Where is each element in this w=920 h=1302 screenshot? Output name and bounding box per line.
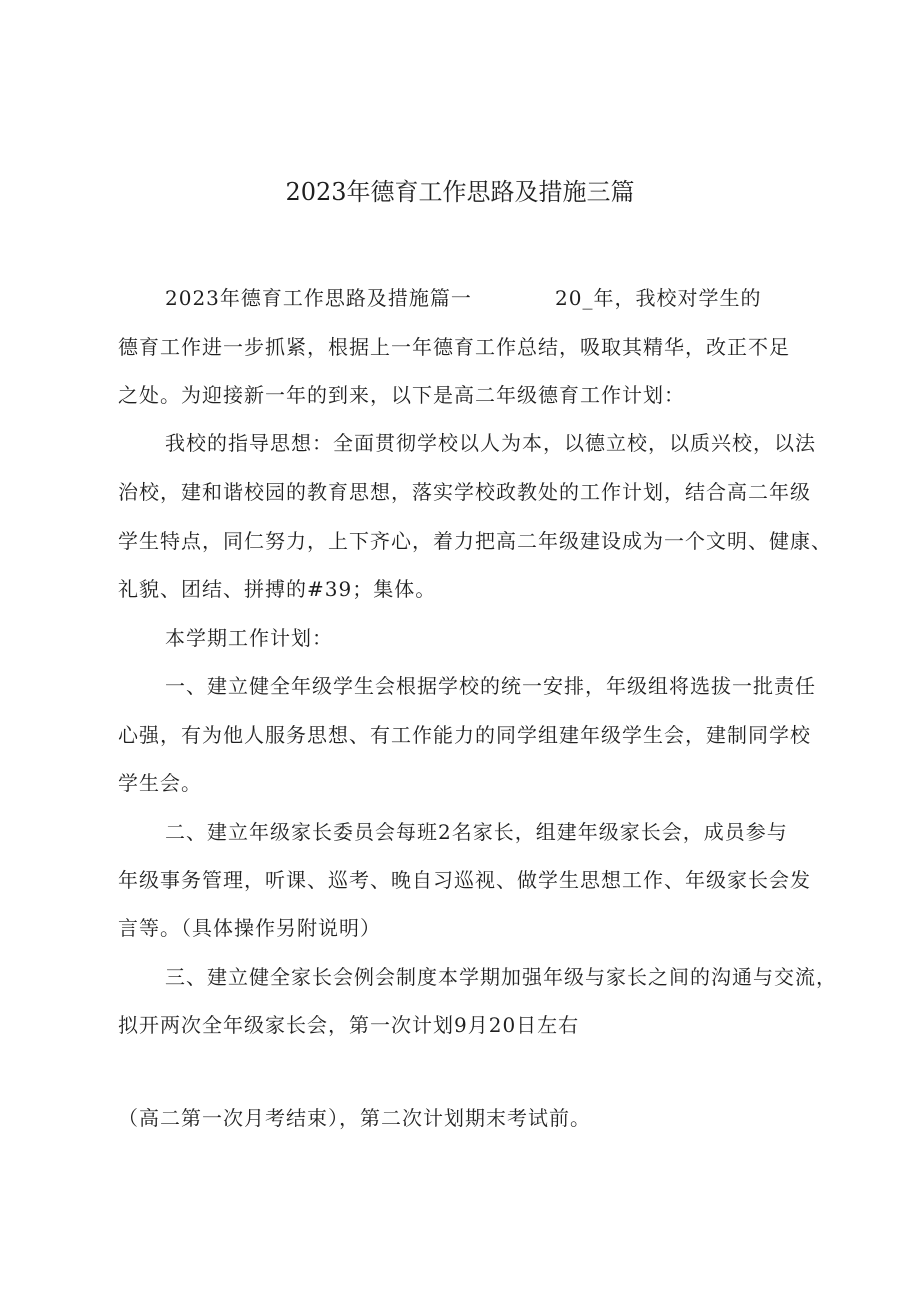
plan-item-line: 拟开两次全年级家长会，第一次计划9月20日左右 <box>118 1013 580 1037</box>
work-plan-heading: 本学期工作计划： <box>165 626 333 650</box>
guiding-thought-line: 我校的指导思想：全面贯彻学校以人为本，以德立校，以质兴校，以法 <box>165 431 816 455</box>
paragraph-line: 之处。为迎接新一年的到来，以下是高二年级德育工作计划： <box>118 383 685 407</box>
guiding-thought-line: 礼貌、团结、拼搏的#39；集体。 <box>118 577 437 601</box>
plan-item-line: 心强，有为他人服务思想、有工作能力的同学组建年级学生会，建制同学校 <box>118 723 811 747</box>
intro-heading: 2023年德育工作思路及措施篇一 <box>165 286 472 310</box>
plan-item-line: 言等。（具体操作另附说明） <box>118 916 381 940</box>
plan-item-line: （高二第一次月考结束），第二次计划期末考试前。 <box>118 1106 591 1130</box>
plan-item-line: 学生会。 <box>118 771 202 795</box>
plan-item-line: 年级事务管理，听课、巡考、晚自习巡视、做学生思想工作、年级家长会发 <box>118 868 811 892</box>
document-title: 2023年德育工作思路及措施三篇 <box>285 178 635 206</box>
plan-item-line: 二、建立年级家长委员会每班2名家长，组建年级家长会，成员参与 <box>165 820 788 844</box>
guiding-thought-line: 学生特点，同仁努力，上下齐心，着力把高二年级建设成为一个文明、健康、 <box>118 529 832 553</box>
intro-year-phrase: 20_年，我校对学生的 <box>555 286 762 310</box>
guiding-thought-line: 治校，建和谐校园的教育思想，落实学校政教处的工作计划，结合高二年级 <box>118 480 811 504</box>
plan-item-line: 一、建立健全年级学生会根据学校的统一安排，年级组将选拔一批责任 <box>165 674 816 698</box>
paragraph-line: 德育工作进一步抓紧，根据上一年德育工作总结，吸取其精华，改正不足 <box>118 335 790 359</box>
plan-item-line: 三、建立健全家长会例会制度本学期加强年级与家长之间的沟通与交流， <box>165 965 837 989</box>
